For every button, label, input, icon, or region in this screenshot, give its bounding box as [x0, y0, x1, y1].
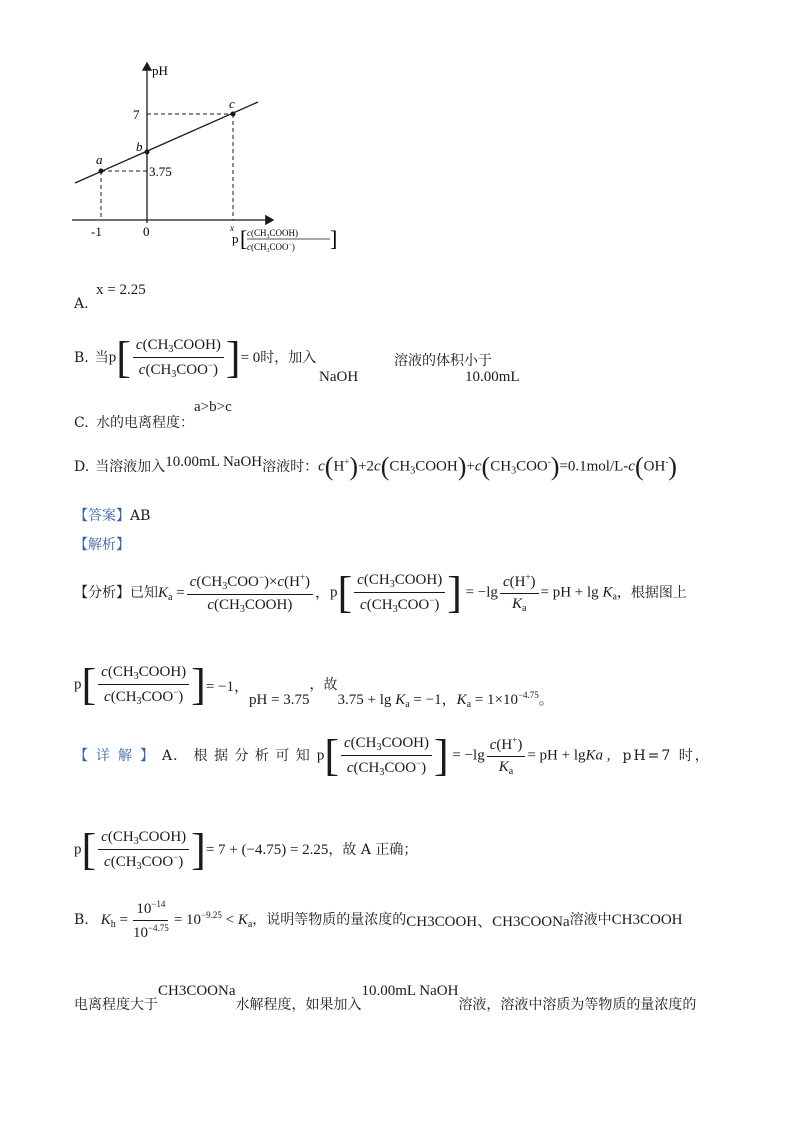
line2-c: 溶液，溶液中溶质为等物质的量浓度的 — [458, 997, 697, 1014]
svg-text:[: [ — [240, 226, 248, 251]
line2-b: 水解程度，如果加入 — [235, 997, 362, 1014]
analysis-from-graph: ，根据图上 — [616, 584, 687, 601]
line2-a: 电离程度大于 — [74, 997, 158, 1014]
analysis-row-1 — [74, 563, 687, 623]
answer-label: 【答案】 — [74, 508, 130, 524]
y-tick-375: 3.75 — [149, 164, 172, 179]
kh-mid: 溶液中 — [569, 911, 612, 928]
option-b-volume: 10.00mL — [465, 369, 520, 385]
detail-result: = 7 + (−4.75) = 2.25 — [205, 841, 329, 858]
kh-expr: $K_h$ = $\frac{10^{-14}}{10^{-4.75}}$ = $10^{-9.25} < K_a$ — [100, 898, 253, 941]
kh-species2: CH3COOH — [611, 911, 683, 928]
svg-text:c(CH3COO−): $c(CH_3COO^-)$ — [247, 242, 295, 254]
option-b-eq: = 0 — [240, 349, 261, 366]
option-a-label: A. — [74, 296, 89, 312]
analysis-label: 【解析】 — [74, 537, 130, 553]
analysis-yizhi: 已知 — [130, 584, 158, 601]
ka-calc: $3.75 + \lg K_a = -1$，$K_a = 1\times 10^{-4.75}$。 — [337, 690, 554, 710]
point-a-label: a — [96, 152, 103, 167]
detail-row-2 — [74, 820, 417, 880]
line2-volume: 10.00mL NaOH — [361, 983, 459, 999]
option-d-text1: 当溶液加入 — [95, 458, 166, 475]
point-a-dot — [99, 169, 104, 174]
x-tick-x: x — [230, 223, 234, 233]
option-b-label: B. — [74, 349, 89, 366]
x-tick-m1: -1 — [91, 224, 102, 239]
ph-value: pH = 3.75 — [249, 691, 310, 708]
lg-relation: p[ $\frac{c(CH_3COOH)}{c(CH_3COO^-)}$ ] = −lg $\frac{c(H^+)}{K_a}$ = pH + $\lg K_a$ — [330, 568, 617, 617]
option-d-text2: 溶液时： — [262, 458, 319, 475]
option-c-label: C. — [74, 415, 89, 431]
option-c-text: 水的电离程度： — [96, 415, 194, 431]
detail-row-4 — [74, 978, 696, 1014]
svg-text:]: ] — [330, 226, 338, 251]
detail-b-label: B. — [74, 911, 89, 928]
option-b-ratio: p[ $\frac{c(CH_3COOH)}{c(CH_3COO^-)}$ ] — [108, 333, 241, 382]
detail-text1: A． 根 据 分 析 可 知 — [162, 747, 311, 764]
kh-species1: CH3COOH、CH3COONa — [406, 913, 570, 930]
option-b-naoh: NaOH — [319, 369, 359, 385]
lg-tail: = pH + lg — [540, 584, 599, 601]
analysis-fenxi-label: 【分析】 — [74, 584, 130, 601]
detail-result-tail: ，故 A 正确； — [328, 841, 418, 858]
detail-row-1 — [74, 726, 724, 786]
ratio-at-a: p[ $\frac{c(CH_3COOH)}{c(CH_3COO^-)}$ ] — [74, 660, 206, 709]
option-b-text1: 时，加入 — [260, 349, 317, 366]
point-b-dot — [145, 150, 150, 155]
point-c-label: c — [229, 96, 235, 111]
ratio-eq-m1: = −1， — [205, 678, 249, 695]
graph-svg — [60, 55, 360, 265]
kh-tail: ，说明等物质的量浓度的 — [252, 911, 407, 928]
x-axis-label — [232, 226, 337, 254]
option-d — [74, 452, 677, 482]
answer-row — [74, 508, 150, 525]
x-tick-0: 0 — [143, 224, 150, 239]
detail-text2: pH=7 时， — [622, 747, 711, 764]
detail-label: 【详解】 — [74, 747, 162, 764]
ph-graph — [60, 55, 360, 265]
option-d-volume: 10.00mL NaOH — [165, 453, 263, 470]
analysis-row-2 — [74, 655, 554, 715]
option-d-expr-tail: =0.1mol/L- — [559, 458, 629, 475]
option-d-label: D. — [74, 458, 90, 475]
ka-definition: $K_a$ = $\frac{c(CH_3COO^-)\times c(H^+)}{c(CH_3COOH)}$ ， — [158, 571, 331, 615]
point-b-label: b — [136, 139, 143, 154]
detail-row-3 — [74, 895, 682, 945]
option-b-prefix: 当 — [94, 349, 109, 366]
analysis-gu: ，故 — [309, 676, 338, 693]
detail-ratio: p[ $\frac{c(CH_3COOH)}{c(CH_3COO^-)}$ ] — [74, 825, 206, 874]
option-b-text2: 溶液的体积小于 — [394, 353, 492, 369]
y-axis-label: pH — [152, 63, 168, 78]
detail-relation: p[ $\frac{c(CH_3COOH)}{c(CH_3COO^-)}$ ] = −lg $\frac{c(H^+)}{K_a}$ = pH + lgKa , — [316, 731, 611, 780]
line2-species: CH3COONa — [158, 983, 236, 999]
answer-value: AB — [130, 508, 151, 524]
point-c-dot — [231, 112, 236, 117]
option-c-expr: a>b>c — [194, 399, 232, 415]
svg-text:c(CH3COOH): $c(CH_3COOH)$ — [247, 228, 298, 240]
y-tick-7: 7 — [133, 107, 140, 122]
option-a-expr: x = 2.25 — [96, 282, 146, 298]
svg-text:p: p — [232, 231, 239, 246]
option-d-expr: $c(H^+)+2c(CH_3COOH)+c(CH_3COO^-)=0.1mol/L-c(OH^-)$ — [318, 452, 677, 481]
option-b — [74, 328, 316, 388]
